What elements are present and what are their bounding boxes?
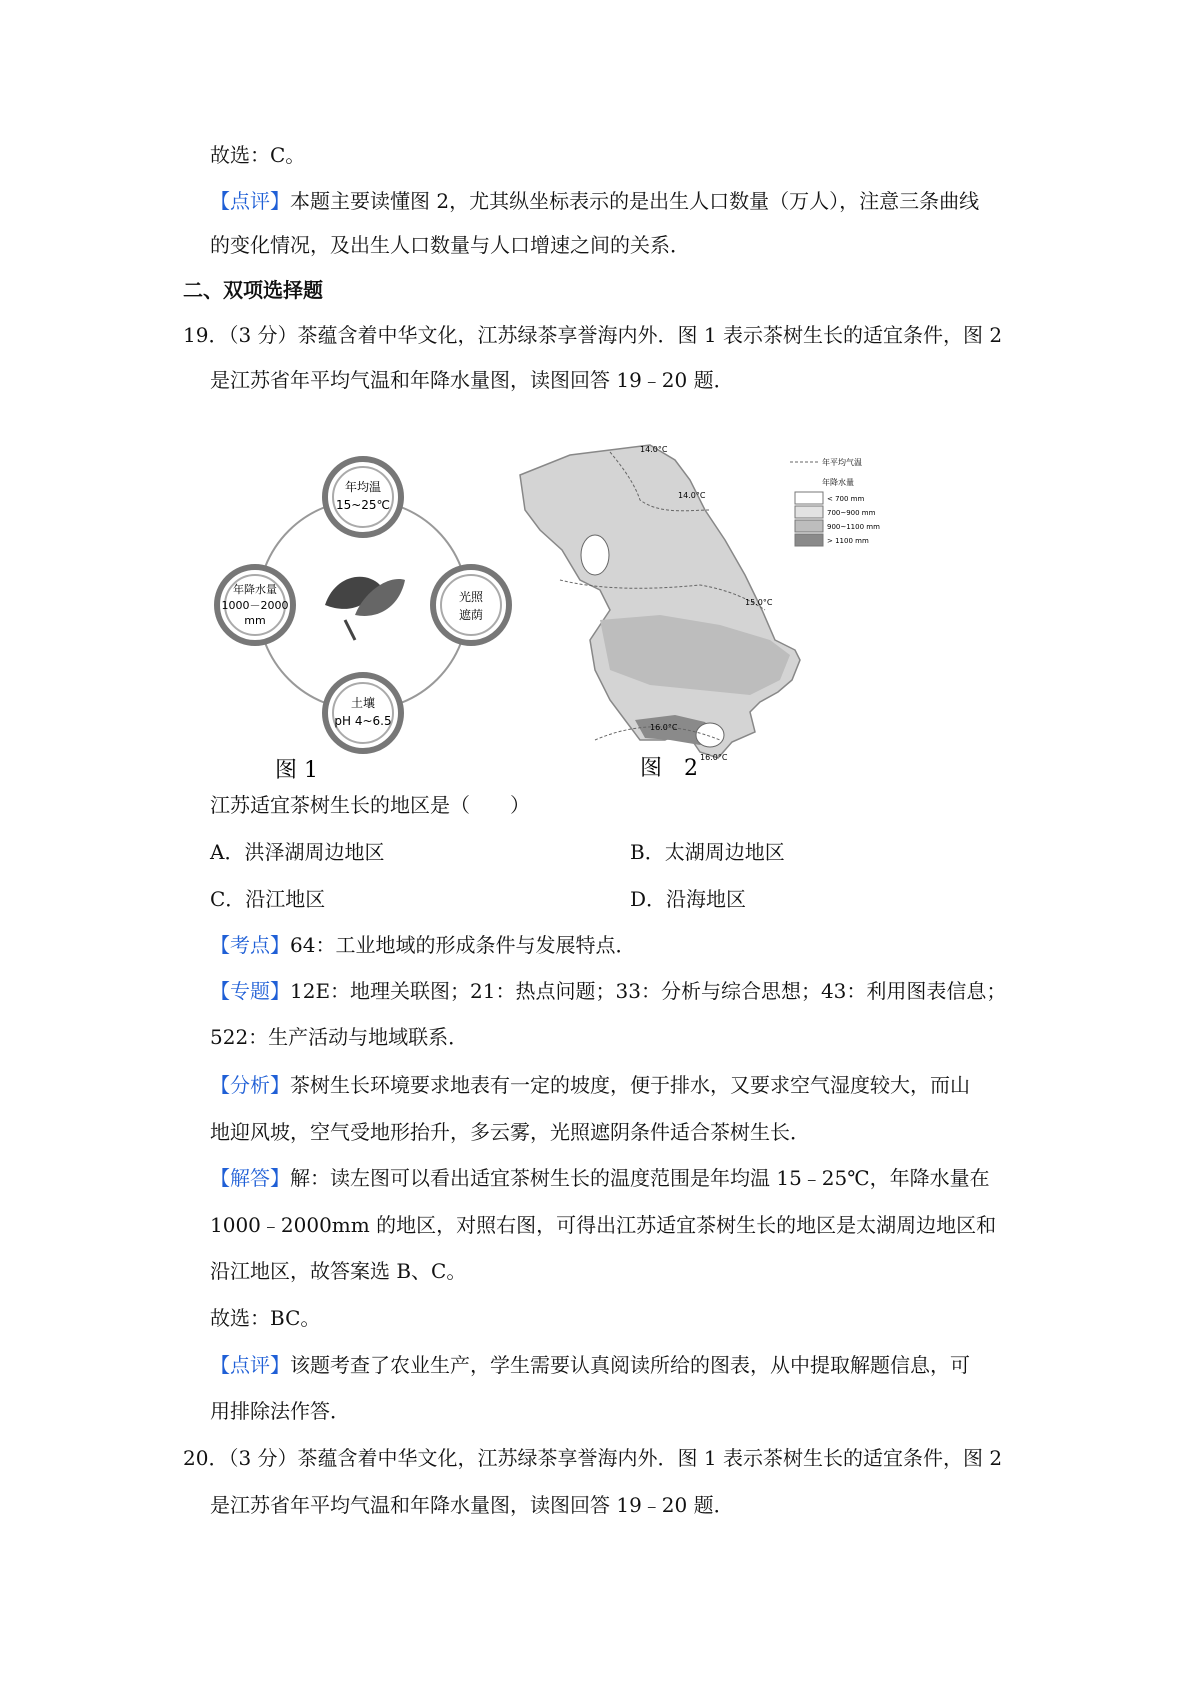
- previous-answer: 故选：C。: [210, 143, 306, 167]
- legend-item: [795, 534, 869, 546]
- precipitation-label: 年降水量: [233, 583, 277, 596]
- legend-item: [795, 492, 864, 504]
- soil-ph: pH 4~6.5: [334, 714, 392, 728]
- shade-label: 遮荫: [458, 608, 484, 622]
- legend-isotherm: 年平均气温: [822, 458, 862, 467]
- temperature-value: 15~25℃: [335, 498, 391, 512]
- soil-label: 土壤: [350, 696, 376, 710]
- svg-text:< 700 mm: < 700 mm: [827, 495, 865, 503]
- figure-1-tea-conditions: [205, 455, 525, 785]
- isotherm-label: 16.0°C: [700, 753, 728, 762]
- fenxi-text: 茶树生长环境要求地表有一定的坡度，便于排水，又要求空气湿度较大，而山: [290, 1073, 970, 1097]
- jieda-line3: 沿江地区，故答案选 B、C。: [210, 1259, 467, 1283]
- legend-item: [795, 506, 876, 518]
- precipitation-range: 1000－2000: [221, 599, 289, 612]
- map-legend: [790, 457, 880, 546]
- figure-2-jiangsu-map: [500, 440, 910, 785]
- figure-1-caption: 图 1: [275, 758, 318, 783]
- q19-stem-line1: 19．（3 分）茶蕴含着中华文化，江苏绿茶享誉海内外．图 1 表示茶树生长的适宜条件，图 2: [183, 323, 1003, 347]
- zhuanti-tag: 【专题】: [210, 979, 290, 1003]
- option-d[interactable]: D．沿海地区: [630, 887, 747, 911]
- option-c[interactable]: C．沿江地区: [210, 887, 326, 911]
- condition-temperature-circle: [325, 459, 401, 535]
- legend-title: 年降水量: [822, 478, 854, 487]
- option-a[interactable]: A．洪泽湖周边地区: [210, 840, 385, 864]
- review-tag: 【点评】: [210, 189, 290, 213]
- jieda-tag: 【解答】: [210, 1166, 290, 1190]
- fenxi-line2: 地迎风坡，空气受地形抬升，多云雾，光照遮阴条件适合茶树生长．: [210, 1120, 810, 1144]
- jieda-line1: [210, 1163, 990, 1193]
- fenxi-line1: [210, 1070, 970, 1100]
- jieda-text: 解：读左图可以看出适宜茶树生长的温度范围是年均温 15﹣25℃，年降水量在: [290, 1166, 990, 1190]
- precipitation-unit: mm: [244, 614, 266, 627]
- tea-leaf-icon: [325, 577, 405, 640]
- q20-stem-line2: 是江苏省年平均气温和年降水量图，读图回答 19﹣20 题．: [210, 1493, 734, 1517]
- q19-stem-line2: 是江苏省年平均气温和年降水量图，读图回答 19﹣20 题．: [210, 368, 734, 392]
- q19-question: 江苏适宜茶树生长的地区是（ ）: [210, 793, 530, 817]
- condition-light-circle: [433, 567, 509, 643]
- zhuanti-line2: 522：生产活动与地域联系．: [210, 1025, 469, 1049]
- dianping-tag: 【点评】: [210, 1353, 290, 1377]
- svg-text:700~900 mm: 700~900 mm: [827, 509, 876, 517]
- zhuanti-line1: [210, 976, 1006, 1006]
- q19-answer: 故选：BC。: [210, 1306, 321, 1330]
- light-label: 光照: [458, 590, 484, 604]
- dianping-line1: [210, 1350, 970, 1380]
- isotherm-label: 14.0°C: [640, 445, 668, 454]
- kaodian-text: 64：工业地域的形成条件与发展特点．: [290, 933, 636, 957]
- fenxi-tag: 【分析】: [210, 1073, 290, 1097]
- previous-review-line1: [210, 186, 979, 216]
- isotherm-label: 14.0°C: [678, 491, 706, 500]
- previous-review-line2: 的变化情况，及出生人口数量与人口增速之间的关系．: [210, 233, 690, 257]
- dianping-text: 该题考查了农业生产，学生需要认真阅读所给的图表，从中提取解题信息，可: [290, 1353, 970, 1377]
- svg-text:> 1100 mm: > 1100 mm: [827, 537, 869, 545]
- condition-precipitation-circle: [217, 567, 293, 643]
- temperature-label: 年均温: [344, 480, 382, 494]
- condition-soil-circle: [325, 675, 401, 751]
- isotherm-label: 15.0°C: [745, 598, 773, 607]
- zhuanti-text: 12E：地理关联图；21：热点问题；33：分析与综合思想；43：利用图表信息；: [290, 979, 1007, 1003]
- option-b[interactable]: B．太湖周边地区: [630, 840, 785, 864]
- q20-stem-line1: 20．（3 分）茶蕴含着中华文化，江苏绿茶享誉海内外．图 1 表示茶树生长的适宜条件，图 2: [183, 1446, 1003, 1470]
- figure-2-caption: 图 2: [640, 756, 698, 781]
- svg-text:900~1100 mm: 900~1100 mm: [827, 523, 880, 531]
- kaodian-line: [210, 930, 635, 960]
- jieda-line2: 1000﹣2000mm 的地区，对照右图，可得出江苏适宜茶树生长的地区是太湖周边地区和: [210, 1213, 997, 1237]
- legend-item: [795, 520, 880, 532]
- isotherm-label: 16.0°C: [650, 723, 678, 732]
- section-title: 二、双项选择题: [183, 278, 323, 302]
- kaodian-tag: 【考点】: [210, 933, 290, 957]
- review-text: 本题主要读懂图 2，尤其纵坐标表示的是出生人口数量（万人），注意三条曲线: [290, 189, 980, 213]
- dianping-line2: 用排除法作答．: [210, 1399, 350, 1423]
